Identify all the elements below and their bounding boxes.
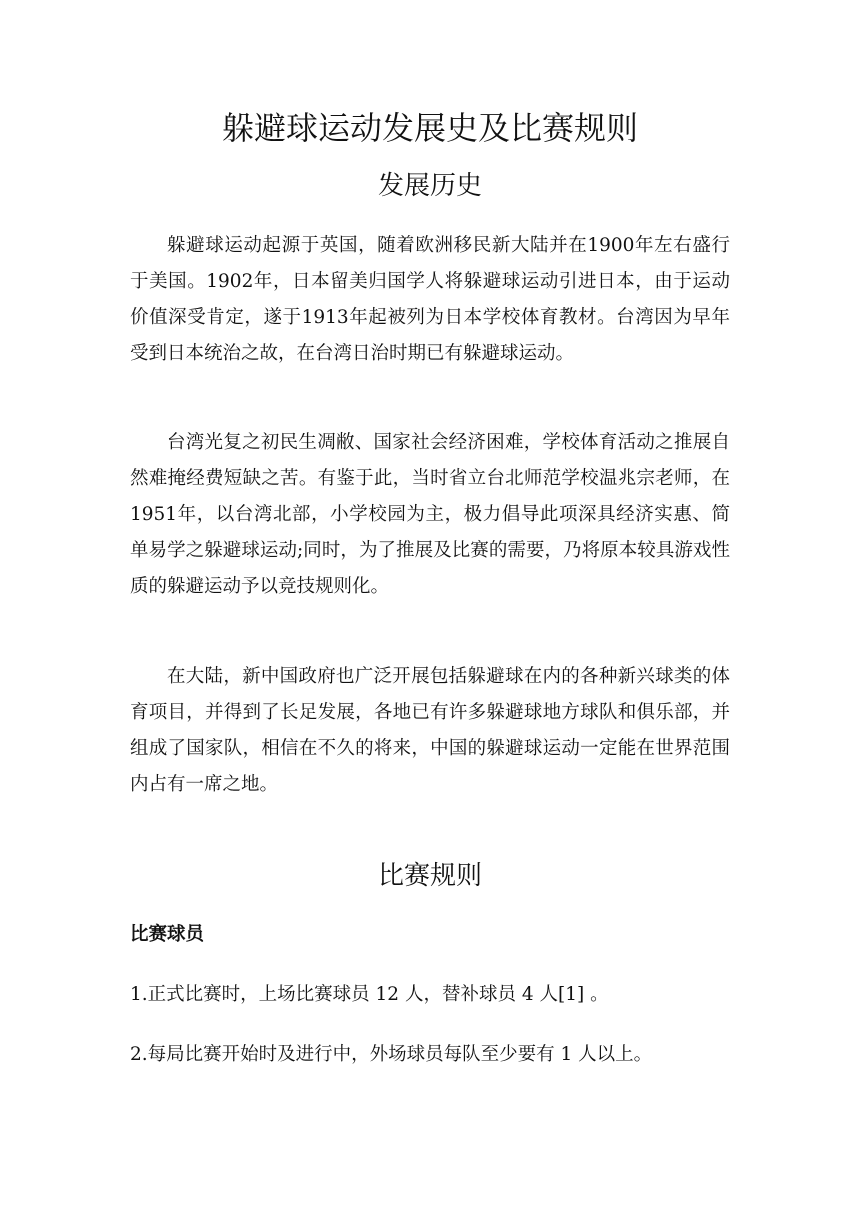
- document-title: 躲避球运动发展史及比赛规则: [221, 109, 638, 147]
- rule-item: 2.每局比赛开始时及进行中，外场球员每队至少要有 1 人以上。: [130, 1044, 653, 1065]
- section-heading-history: 发展历史: [377, 171, 482, 201]
- rules-subheading-players: 比赛球员: [130, 924, 205, 945]
- history-paragraph: 在大陆，新中国政府也广泛开展包括躲避球在内的各种新兴球类的体育项目，并得到了长足发展，各地已有许多躲避球地方球队和俱乐部，并组成了国家队，相信在不久的将来，中国的躲避球运动一定能在世界范围内占有一席之地。: [130, 666, 730, 795]
- history-paragraph: 躲避球运动起源于英国，随着欧洲移民新大陆并在1900年左右盛行于美国。1902年，日本留美归国学人将躲避球运动引进日本，由于运动价值深受肯定，遂于1913年起被列为日本学校体育教材。台湾因为早年受到日本统治之故，在台湾日治时期已有躲避球运动。: [130, 235, 730, 364]
- section-heading-rules: 比赛规则: [377, 861, 482, 891]
- history-paragraph: 台湾光复之初民生凋敝、国家社会经济困难，学校体育活动之推展自然难掩经费短缺之苦。有鉴于此，当时省立台北师范学校温兆宗老师，在1951年，以台湾北部，小学校园为主，极力倡导此项深具经济实惠、简单易学之躲避球运动;同时，为了推展及比赛的需要，乃将原本较具游戏性质的躲避运动予以竞技规则化。: [130, 432, 730, 597]
- rule-item: 1.正式比赛时，上场比赛球员 12 人，替补球员 4 人[1] 。: [130, 984, 609, 1005]
